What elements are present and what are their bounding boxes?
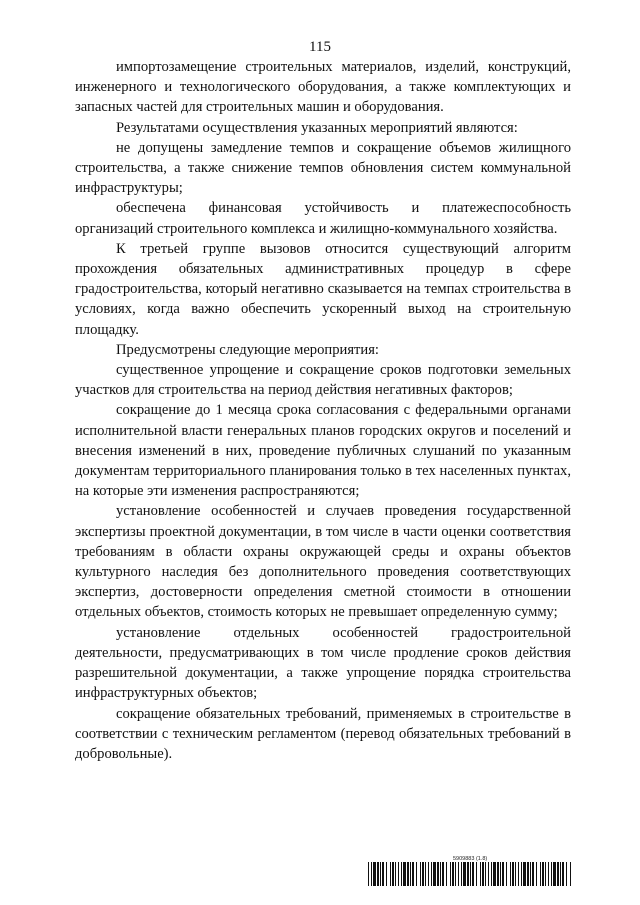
barcode xyxy=(368,862,572,886)
paragraph: обеспечена финансовая устойчивость и платежеспособность организаций строительного комплекса и жилищно-коммунального хозяйства. xyxy=(75,200,571,237)
paragraph: К третьей группе вызовов относится существующий алгоритм прохождения обязательных административных процедур в сфере градостроительства, который негативно сказывается на темпах строительства в условиях, когда важно обеспечить ускоренный выход на строительную площадку. xyxy=(75,240,571,338)
paragraph: сокращение обязательных требований, применяемых в строительстве в соответствии с техническим регламентом (перевод обязательных требований в добровольные). xyxy=(75,705,571,762)
paragraph: сокращение до 1 месяца срока согласования с федеральными органами исполнительной власти генеральных планов городских округов и поселений и внесения изменений в них, проведение публичных слушаний по указанным документам территориального планирования только в тех населенных пунктах, на которые эти изменения распространяются; xyxy=(75,402,571,500)
paragraph: не допущены замедление темпов и сокращение объемов жилищного строительства, а также снижение темпов обновления систем коммунальной инфраструктуры; xyxy=(75,139,571,197)
body-text xyxy=(75,57,571,764)
page-number: 115 xyxy=(309,39,331,55)
paragraph: установление отдельных особенностей градостроительной деятельности, предусматривающих в том числе продление сроков действия разрешительной документации, а также упрощение порядка строительства инфраструктурных объектов; xyxy=(75,624,571,702)
paragraph: импортозамещение строительных материалов, изделий, конструкций, инженерного и технологического оборудования, а также комплектующих и запасных частей для строительных машин и оборудования. xyxy=(75,59,571,116)
document-code: 5909883 (1.8) xyxy=(453,856,488,862)
paragraph: существенное упрощение и сокращение сроков подготовки земельных участков для строительства на период действия негативных факторов; xyxy=(75,362,571,399)
paragraph: Предусмотрены следующие мероприятия: xyxy=(116,341,379,358)
paragraph: установление особенностей и случаев проведения государственной экспертизы проектной документации, в том числе в части оценки соответствия требованиям в области охраны окружающей среды и охраны объектов культурного наследия без дополнительного проведения соответствующих экспертиз, достоверности определения сметной стоимости в отношении отдельных объектов, стоимость которых не превышает определенную сумму; xyxy=(75,503,571,621)
paragraph: Результатами осуществления указанных мероприятий являются: xyxy=(116,119,518,136)
